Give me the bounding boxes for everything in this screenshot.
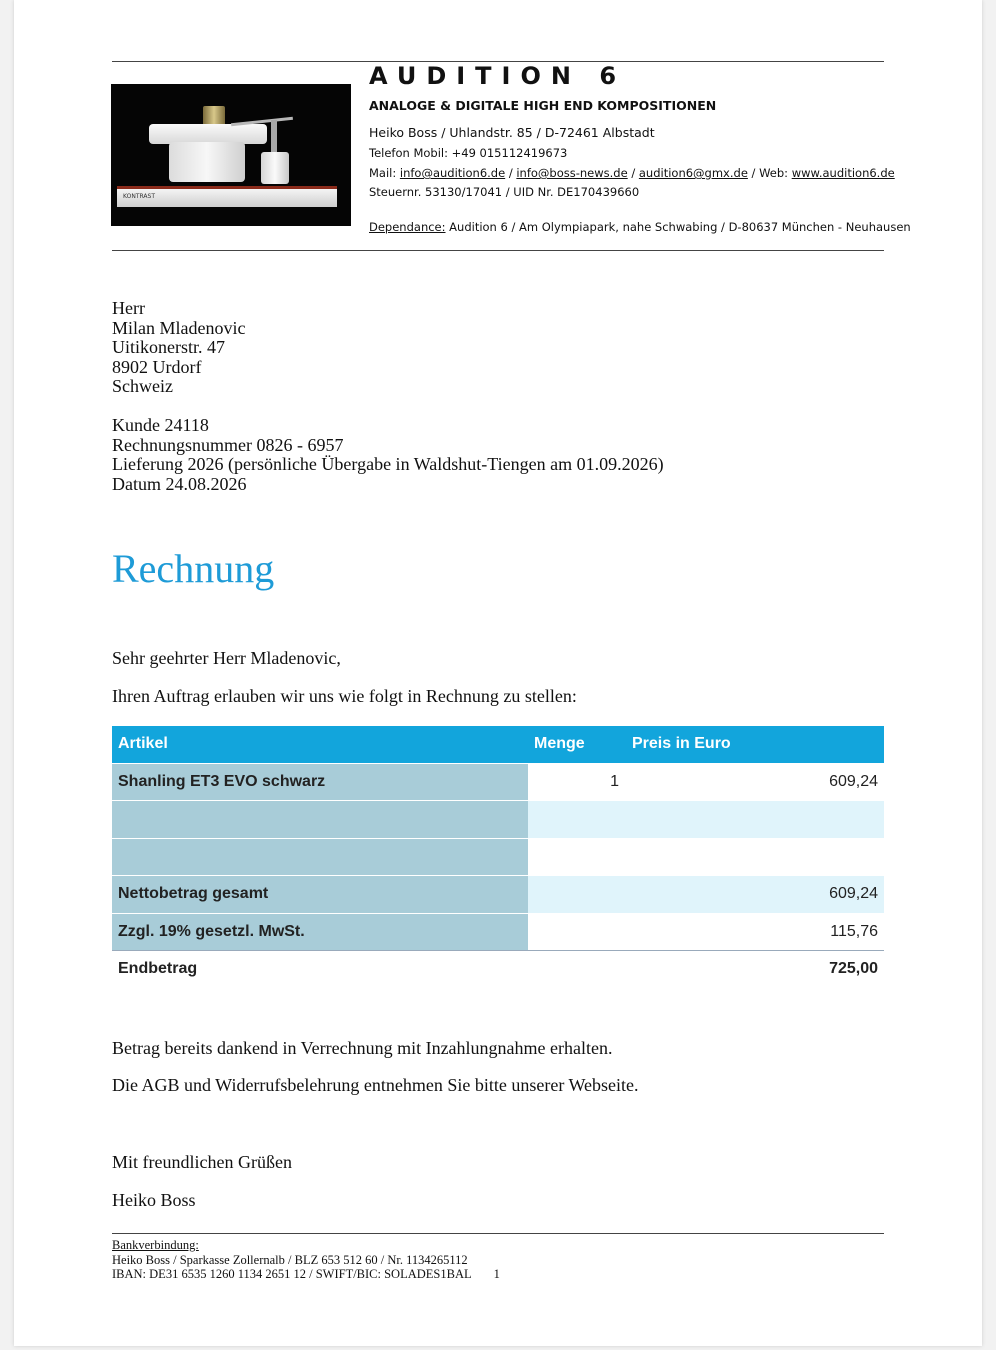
customer-number: Kunde 24118 xyxy=(112,415,209,435)
vat-row xyxy=(112,914,884,952)
sender-dependance xyxy=(369,220,911,234)
mail-separator: / xyxy=(505,166,517,180)
table-header-row xyxy=(112,726,884,764)
invoice-date: Datum 24.08.2026 xyxy=(112,473,247,494)
invoice-page xyxy=(14,0,982,1346)
recipient-name: Milan Mladenovic xyxy=(112,317,246,338)
greeting: Sehr geehrter Herr Mladenovic, xyxy=(112,648,341,668)
vat-label: Zzgl. 19% gesetzl. MwSt. xyxy=(112,914,528,951)
brand-subtitle: ANALOGE & DIGITALE HIGH END KOMPOSITIONEN xyxy=(369,98,717,113)
page-number: 1 xyxy=(493,1267,500,1281)
footer-rule xyxy=(112,1233,884,1234)
web-prefix: / Web: xyxy=(747,166,792,180)
net-label: Nettobetrag gesamt xyxy=(112,876,528,913)
table-row xyxy=(112,839,884,877)
net-value: 609,24 xyxy=(829,885,878,902)
bank-label: Bankverbindung: xyxy=(112,1238,199,1252)
row-article: Shanling ET3 EVO schwarz xyxy=(112,764,528,801)
document-title: Rechnung xyxy=(112,546,275,591)
delivery-info: Lieferung 2026 (persönliche Übergabe in Waldshut-Tiengen am 01.09.2026) xyxy=(112,454,664,474)
mail-link-1[interactable]: info@audition6.de xyxy=(399,166,506,180)
signature: Heiko Boss xyxy=(112,1190,196,1210)
dependance-text: Audition 6 / Am Olympiapark, nahe Schwabing / D-80637 München - Neuhausen xyxy=(445,220,911,234)
mail-prefix: Mail: xyxy=(369,166,400,180)
total-value: 725,00 xyxy=(829,960,878,977)
table-row xyxy=(112,764,884,802)
photo-brand-label: KONTRAST xyxy=(123,193,155,200)
sender-phone: Telefon Mobil: +49 015112419673 xyxy=(369,146,568,160)
row-article xyxy=(112,839,528,876)
payment-note: Betrag bereits dankend in Verrechnung mit Inzahlungnahme erhalten. xyxy=(112,1038,613,1058)
grand-total-row xyxy=(112,951,884,989)
net-total-row xyxy=(112,876,884,914)
mail-link-2[interactable]: info@boss-news.de xyxy=(516,166,628,180)
bank-line: Heiko Boss / Sparkasse Zollernalb / BLZ 653 512 60 / Nr. 1134265112 xyxy=(112,1252,468,1267)
header-article: Artikel xyxy=(118,735,168,752)
recipient-city: 8902 Urdorf xyxy=(112,356,202,377)
invoice-meta xyxy=(112,416,664,494)
regards: Mit freundlichen Grüßen xyxy=(112,1152,292,1172)
mail-separator: / xyxy=(627,166,639,180)
row-quantity: 1 xyxy=(610,772,619,790)
sender-mail-line xyxy=(369,166,895,180)
recipient-salutation: Herr xyxy=(112,298,145,318)
intro-text: Ihren Auftrag erlauben wir uns wie folgt in Rechnung zu stellen: xyxy=(112,686,577,706)
recipient-country: Schweiz xyxy=(112,376,173,396)
table-row xyxy=(112,801,884,839)
recipient-address xyxy=(112,299,245,397)
invoice-table xyxy=(112,726,884,989)
bank-details xyxy=(112,1238,500,1282)
turntable-photo xyxy=(111,84,351,226)
iban-line: IBAN: DE31 6535 1260 1134 2651 12 / SWIFT/BIC: SOLADES1BAL xyxy=(112,1267,472,1281)
recipient-street: Uitikonerstr. 47 xyxy=(112,337,225,357)
web-link[interactable]: www.audition6.de xyxy=(791,166,895,180)
sender-address: Heiko Boss / Uhlandstr. 85 / D-72461 Albstadt xyxy=(369,125,655,140)
row-article xyxy=(112,801,528,838)
invoice-number: Rechnungsnummer 0826 - 6957 xyxy=(112,434,344,455)
vat-value: 115,76 xyxy=(830,922,878,940)
row-price: 609,24 xyxy=(829,772,878,790)
header-price: Preis in Euro xyxy=(632,735,731,752)
header-quantity: Menge xyxy=(534,735,585,752)
terms-note: Die AGB und Widerrufsbelehrung entnehmen Sie bitte unserer Webseite. xyxy=(112,1075,639,1095)
mail-link-3[interactable]: audition6@gmx.de xyxy=(638,166,748,180)
sender-tax: Steuernr. 53130/17041 / UID Nr. DE170439660 xyxy=(369,185,640,199)
dependance-label: Dependance: xyxy=(369,220,446,234)
brand-title: AUDITION 6 xyxy=(369,62,627,90)
header-bottom-rule xyxy=(112,250,884,251)
total-label: Endbetrag xyxy=(118,960,198,977)
